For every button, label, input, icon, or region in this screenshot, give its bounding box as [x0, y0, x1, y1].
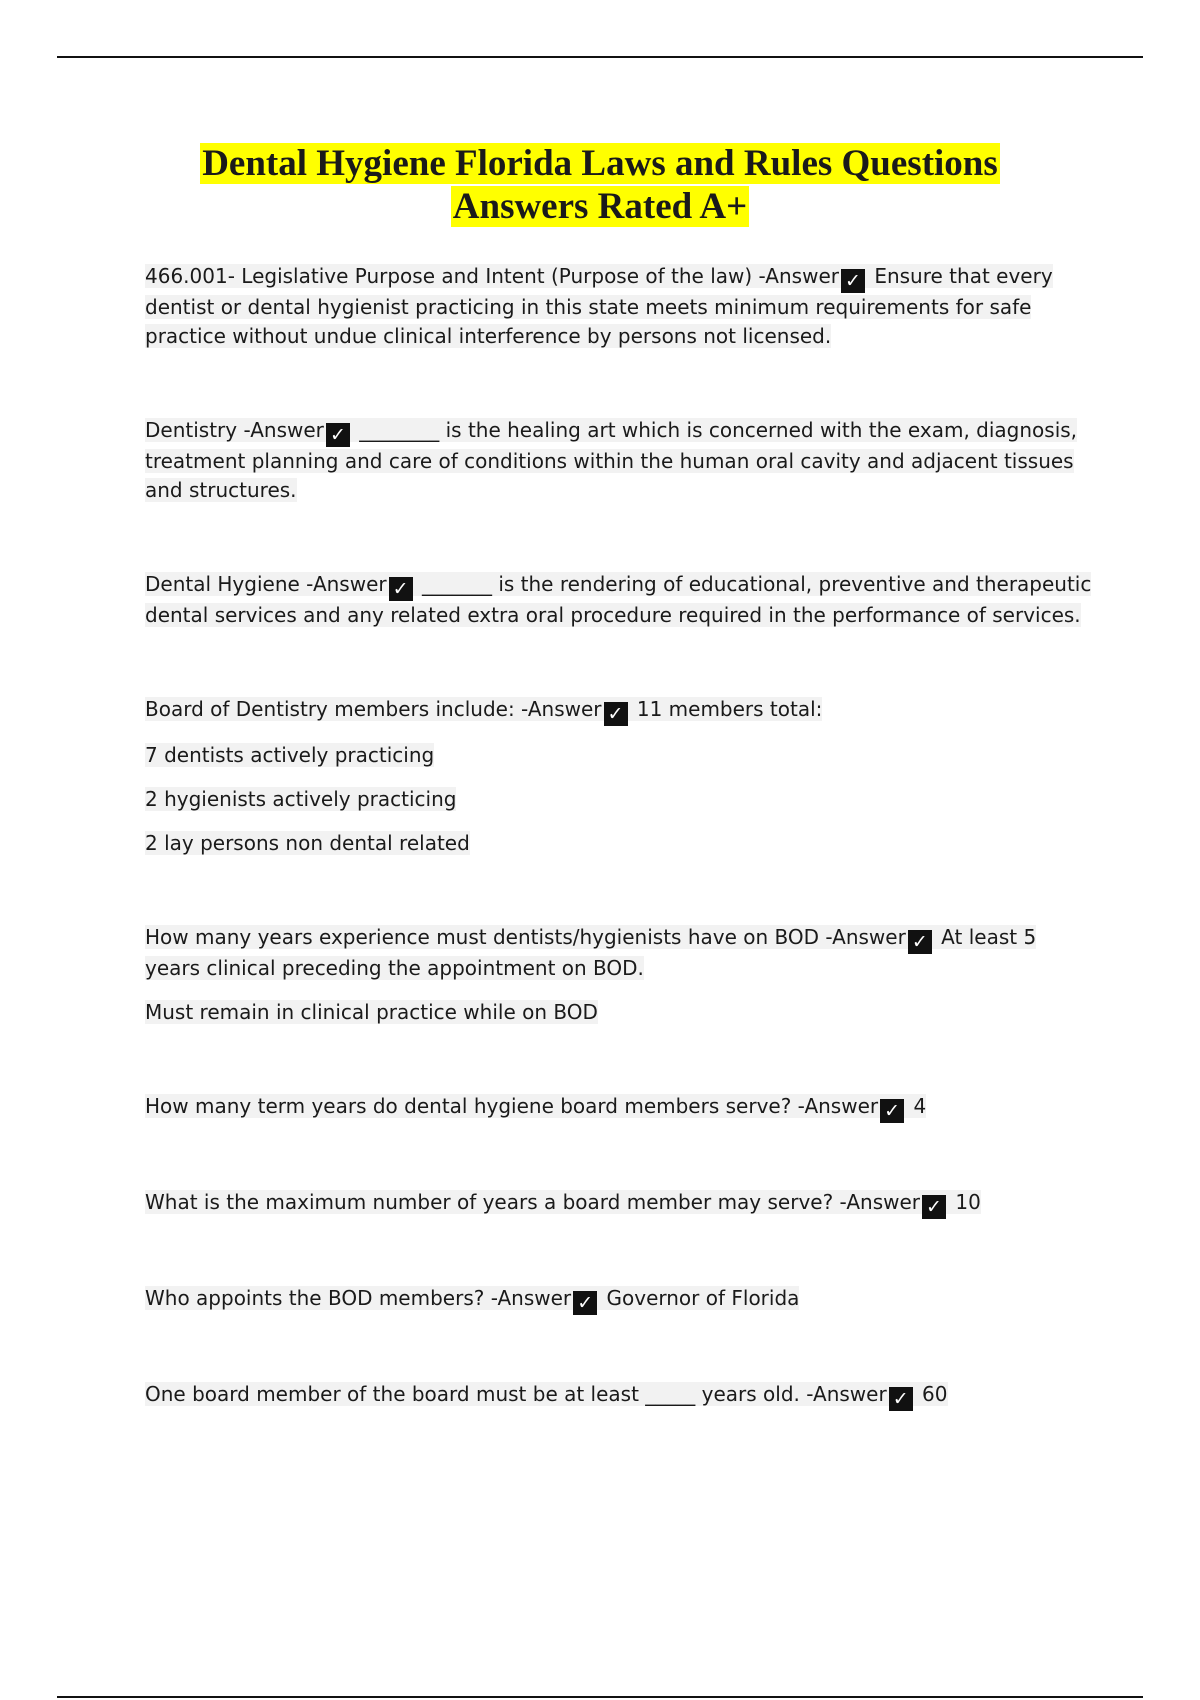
checkbox-checked-icon: ✓: [326, 423, 350, 447]
answer-text: Ensure that every dentist or dental hygienist practicing in this state meets minimum requirements for safe practice without undue clinical interference by persons not licensed.: [145, 264, 1053, 348]
top-rule: [57, 56, 1143, 58]
question-text: Dental Hygiene -Answer: [145, 572, 387, 596]
checkbox-checked-icon: ✓: [922, 1195, 946, 1219]
answer-detail-text: 2 lay persons non dental related: [145, 831, 470, 855]
qa-highlight: [145, 572, 1091, 627]
answer-detail-line: [145, 998, 1095, 1027]
qa-highlight: [145, 264, 1053, 348]
qa-line: [145, 923, 1095, 983]
qa-item: [145, 1380, 1095, 1411]
qa-line: [145, 1092, 1095, 1123]
answer-detail-line: [145, 785, 1095, 814]
document-title: [100, 142, 1100, 228]
answer-detail-text: 7 dentists actively practicing: [145, 743, 435, 767]
answer-text: Governor of Florida: [600, 1286, 800, 1310]
answer-text: _______ is the rendering of educational, preventive and therapeutic dental services and any related extra oral procedure required in the performance of services.: [145, 572, 1092, 627]
checkbox-checked-icon: ✓: [389, 577, 413, 601]
answer-detail-text: Must remain in clinical practice while on BOD: [145, 1000, 598, 1024]
checkbox-checked-icon: ✓: [604, 702, 628, 726]
qa-highlight: [145, 1286, 800, 1314]
qa-line: [145, 695, 1095, 726]
answer-detail-line: [145, 741, 1095, 770]
question-text: Board of Dentistry members include: -Answer: [145, 697, 602, 721]
qa-item: [145, 695, 1095, 858]
answer-detail-text: 2 hygienists actively practicing: [145, 787, 457, 811]
answer-text: 11 members total:: [630, 697, 823, 721]
qa-line: [145, 1188, 1095, 1219]
question-text: How many term years do dental hygiene board members serve? -Answer: [145, 1094, 879, 1118]
question-text: One board member of the board must be at least _____ years old. -Answer: [145, 1382, 887, 1406]
title-line-2: Answers Rated A+: [452, 186, 748, 227]
qa-line: [145, 262, 1095, 351]
qa-item: [145, 1284, 1095, 1315]
qa-list: [145, 262, 1095, 1411]
qa-line: [145, 1284, 1095, 1315]
question-text: What is the maximum number of years a board member may serve? -Answer: [145, 1190, 920, 1214]
qa-item: [145, 1188, 1095, 1219]
qa-highlight: [145, 697, 823, 725]
checkbox-checked-icon: ✓: [880, 1099, 904, 1123]
qa-item: [145, 416, 1095, 505]
qa-line: [145, 1380, 1095, 1411]
qa-highlight: [145, 1190, 981, 1218]
checkbox-checked-icon: ✓: [908, 930, 932, 954]
question-text: Dentistry -Answer: [145, 418, 324, 442]
checkbox-checked-icon: ✓: [573, 1291, 597, 1315]
question-text: 466.001- Legislative Purpose and Intent (Purpose of the law) -Answer: [145, 264, 839, 288]
answer-text: 60: [915, 1382, 948, 1406]
title-line-1: Dental Hygiene Florida Laws and Rules Questions: [202, 143, 998, 184]
answer-detail-line: [145, 829, 1095, 858]
checkbox-checked-icon: ✓: [889, 1387, 913, 1411]
qa-item: [145, 923, 1095, 1027]
qa-item: [145, 262, 1095, 351]
qa-highlight: [145, 1382, 948, 1410]
answer-text: At least 5 years clinical preceding the appointment on BOD.: [145, 925, 1037, 980]
checkbox-checked-icon: ✓: [841, 269, 865, 293]
answer-text: 4: [907, 1094, 927, 1118]
bottom-rule: [57, 1696, 1143, 1698]
qa-line: [145, 416, 1095, 505]
qa-item: [145, 570, 1095, 630]
qa-highlight: [145, 1094, 927, 1122]
question-text: Who appoints the BOD members? -Answer: [145, 1286, 572, 1310]
qa-item: [145, 1092, 1095, 1123]
question-text: How many years experience must dentists/hygienists have on BOD -Answer: [145, 925, 906, 949]
qa-highlight: [145, 925, 1036, 980]
answer-text: 10: [949, 1190, 981, 1214]
qa-line: [145, 570, 1095, 630]
answer-text: ________ is the healing art which is concerned with the exam, diagnosis, treatment planning and care of conditions within the human oral cavity and adjacent tissues and structures.: [145, 418, 1078, 502]
qa-highlight: [145, 418, 1077, 502]
